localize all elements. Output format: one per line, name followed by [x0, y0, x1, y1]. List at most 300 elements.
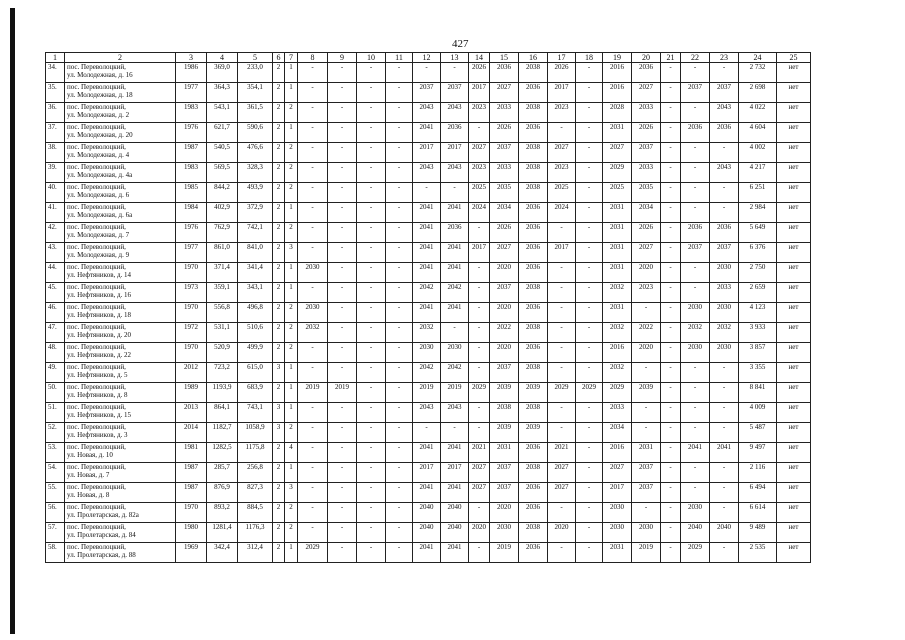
value-cell: 2038: [519, 163, 548, 183]
value-cell: -: [576, 263, 603, 283]
value-cell: 2: [285, 343, 298, 363]
value-cell: 2022: [490, 323, 519, 343]
address-cell: [65, 503, 176, 523]
value-cell: -: [469, 543, 490, 563]
value-cell: -: [357, 403, 386, 423]
value-cell: 2039: [519, 423, 548, 443]
row-number: 43.: [46, 243, 65, 263]
value-cell: 2037: [632, 483, 661, 503]
value-cell: 543,1: [207, 103, 238, 123]
value-cell: -: [386, 383, 413, 403]
value-cell: 1: [285, 543, 298, 563]
value-cell: 2: [285, 223, 298, 243]
address-street: ул. Молодежная, д. 16: [67, 71, 133, 79]
value-cell: 2026: [490, 123, 519, 143]
column-header: 11: [386, 53, 413, 63]
value-cell: 2027: [548, 143, 576, 163]
value-cell: 2041: [413, 223, 441, 243]
value-cell: -: [298, 363, 328, 383]
value-cell: 1980: [176, 523, 207, 543]
value-cell: -: [386, 323, 413, 343]
value-cell: 2: [285, 103, 298, 123]
value-cell: -: [576, 123, 603, 143]
value-cell: нет: [777, 463, 811, 483]
value-cell: -: [298, 103, 328, 123]
address-settlement: пос. Переволоцкий,: [67, 203, 126, 211]
table-header-row: [46, 53, 811, 63]
address-cell: [65, 423, 176, 443]
value-cell: 742,1: [238, 223, 273, 243]
value-cell: 2043: [413, 103, 441, 123]
value-cell: 2020: [490, 303, 519, 323]
address-settlement: пос. Переволоцкий,: [67, 183, 126, 191]
value-cell: 2027: [603, 143, 632, 163]
address-settlement: пос. Переволоцкий,: [67, 343, 126, 351]
value-cell: -: [298, 223, 328, 243]
value-cell: -: [441, 323, 469, 343]
row-number: 46.: [46, 303, 65, 323]
value-cell: 2: [273, 123, 285, 143]
value-cell: 2037: [710, 243, 739, 263]
value-cell: 2026: [632, 123, 661, 143]
value-cell: -: [681, 143, 710, 163]
row-number: 36.: [46, 103, 65, 123]
value-cell: -: [469, 223, 490, 243]
value-cell: -: [661, 383, 681, 403]
value-cell: -: [661, 83, 681, 103]
housing-table: [45, 52, 811, 563]
value-cell: -: [661, 103, 681, 123]
value-cell: -: [298, 463, 328, 483]
value-cell: -: [386, 403, 413, 423]
value-cell: -: [357, 203, 386, 223]
value-cell: 1: [285, 203, 298, 223]
value-cell: 2040: [710, 523, 739, 543]
row-number: 52.: [46, 423, 65, 443]
value-cell: -: [469, 403, 490, 423]
column-header: 21: [661, 53, 681, 63]
value-cell: -: [328, 523, 357, 543]
value-cell: 2024: [469, 203, 490, 223]
value-cell: -: [710, 203, 739, 223]
value-cell: -: [710, 543, 739, 563]
value-cell: 2029: [603, 383, 632, 403]
value-cell: -: [328, 483, 357, 503]
address-street: ул. Пролетарская, д. 84: [67, 531, 136, 539]
table-row: [46, 103, 811, 123]
value-cell: нет: [777, 403, 811, 423]
address-cell: [65, 103, 176, 123]
address-cell: [65, 283, 176, 303]
value-cell: 2023: [469, 103, 490, 123]
value-cell: -: [661, 483, 681, 503]
value-cell: 2041: [413, 263, 441, 283]
value-cell: -: [386, 103, 413, 123]
value-cell: 2019: [328, 383, 357, 403]
value-cell: 1: [285, 363, 298, 383]
value-cell: 2036: [519, 243, 548, 263]
value-cell: нет: [777, 483, 811, 503]
value-cell: 2032: [603, 323, 632, 343]
address-settlement: пос. Переволоцкий,: [67, 123, 126, 131]
column-header: 5: [238, 53, 273, 63]
value-cell: 2033: [632, 103, 661, 123]
value-cell: 2030: [710, 343, 739, 363]
value-cell: 2: [273, 463, 285, 483]
address-cell: [65, 363, 176, 383]
address-settlement: пос. Переволоцкий,: [67, 423, 126, 431]
table-row: [46, 503, 811, 523]
value-cell: 2026: [632, 223, 661, 243]
value-cell: нет: [777, 103, 811, 123]
value-cell: -: [328, 223, 357, 243]
value-cell: -: [298, 243, 328, 263]
value-cell: 2042: [441, 363, 469, 383]
value-cell: -: [469, 283, 490, 303]
value-cell: -: [328, 463, 357, 483]
address-street: ул. Нефтяников, д. 20: [67, 331, 132, 339]
value-cell: 2031: [603, 243, 632, 263]
table-row: [46, 203, 811, 223]
value-cell: 2042: [441, 283, 469, 303]
value-cell: 2037: [413, 83, 441, 103]
value-cell: -: [469, 423, 490, 443]
value-cell: 2027: [469, 463, 490, 483]
address-street: ул. Нефтяников, д. 18: [67, 311, 132, 319]
value-cell: 2039: [490, 383, 519, 403]
value-cell: -: [681, 483, 710, 503]
value-cell: -: [386, 303, 413, 323]
value-cell: 2030: [710, 263, 739, 283]
value-cell: -: [681, 463, 710, 483]
value-cell: -: [357, 143, 386, 163]
address-street: ул. Молодежная, д. 6: [67, 191, 130, 199]
value-cell: 2027: [548, 463, 576, 483]
value-cell: -: [386, 83, 413, 103]
value-cell: 2030: [441, 343, 469, 363]
value-cell: 3 355: [739, 363, 777, 383]
value-cell: -: [357, 423, 386, 443]
value-cell: 1983: [176, 163, 207, 183]
value-cell: -: [681, 103, 710, 123]
value-cell: 2027: [603, 463, 632, 483]
value-cell: 5 649: [739, 223, 777, 243]
row-number: 37.: [46, 123, 65, 143]
value-cell: 2043: [413, 163, 441, 183]
value-cell: -: [386, 483, 413, 503]
address-street: ул. Нефтяников, д. 16: [67, 291, 132, 299]
row-number: 50.: [46, 383, 65, 403]
value-cell: -: [548, 303, 576, 323]
value-cell: -: [661, 443, 681, 463]
value-cell: 2 984: [739, 203, 777, 223]
value-cell: 1970: [176, 343, 207, 363]
value-cell: 893,2: [207, 503, 238, 523]
value-cell: 2037: [681, 243, 710, 263]
address-street: ул. Новая, д. 8: [67, 491, 110, 499]
value-cell: 2027: [469, 143, 490, 163]
value-cell: -: [298, 83, 328, 103]
value-cell: -: [576, 343, 603, 363]
column-header: 16: [519, 53, 548, 63]
value-cell: 2041: [441, 263, 469, 283]
value-cell: 2030: [298, 263, 328, 283]
value-cell: 1: [285, 83, 298, 103]
value-cell: нет: [777, 143, 811, 163]
address-settlement: пос. Переволоцкий,: [67, 263, 126, 271]
column-header: 10: [357, 53, 386, 63]
value-cell: 2017: [413, 463, 441, 483]
value-cell: 8 841: [739, 383, 777, 403]
address-settlement: пос. Переволоцкий,: [67, 83, 126, 91]
value-cell: -: [661, 63, 681, 83]
value-cell: -: [576, 463, 603, 483]
value-cell: -: [710, 183, 739, 203]
value-cell: 2033: [603, 403, 632, 423]
value-cell: 590,6: [238, 123, 273, 143]
value-cell: 2027: [548, 483, 576, 503]
value-cell: 2: [273, 203, 285, 223]
value-cell: 2036: [519, 83, 548, 103]
row-number: 49.: [46, 363, 65, 383]
value-cell: -: [632, 503, 661, 523]
value-cell: 2021: [469, 443, 490, 463]
address-settlement: пос. Переволоцкий,: [67, 403, 126, 411]
value-cell: 2041: [441, 303, 469, 323]
value-cell: 2027: [632, 83, 661, 103]
value-cell: 827,3: [238, 483, 273, 503]
value-cell: 3: [273, 363, 285, 383]
value-cell: -: [328, 283, 357, 303]
value-cell: нет: [777, 223, 811, 243]
value-cell: нет: [777, 543, 811, 563]
column-header: 12: [413, 53, 441, 63]
table-row: [46, 63, 811, 83]
column-header: 2: [65, 53, 176, 63]
value-cell: 2: [273, 263, 285, 283]
value-cell: 499,9: [238, 343, 273, 363]
value-cell: 2038: [519, 183, 548, 203]
value-cell: 2016: [603, 63, 632, 83]
value-cell: 621,7: [207, 123, 238, 143]
value-cell: -: [576, 483, 603, 503]
value-cell: 2020: [632, 343, 661, 363]
value-cell: -: [576, 283, 603, 303]
row-number: 51.: [46, 403, 65, 423]
value-cell: -: [328, 183, 357, 203]
value-cell: 1981: [176, 443, 207, 463]
value-cell: 2017: [441, 463, 469, 483]
value-cell: -: [548, 323, 576, 343]
value-cell: 2031: [603, 303, 632, 323]
value-cell: -: [357, 323, 386, 343]
value-cell: -: [328, 83, 357, 103]
value-cell: 2013: [176, 403, 207, 423]
value-cell: -: [298, 283, 328, 303]
value-cell: нет: [777, 443, 811, 463]
value-cell: 2037: [490, 283, 519, 303]
value-cell: 2: [273, 543, 285, 563]
value-cell: нет: [777, 63, 811, 83]
value-cell: -: [386, 363, 413, 383]
value-cell: 2022: [632, 323, 661, 343]
value-cell: -: [661, 323, 681, 343]
column-header: 19: [603, 53, 632, 63]
address-street: ул. Молодежная, д. 4: [67, 151, 130, 159]
value-cell: -: [710, 383, 739, 403]
value-cell: 1282,5: [207, 443, 238, 463]
value-cell: -: [328, 503, 357, 523]
value-cell: -: [632, 363, 661, 383]
column-header: 25: [777, 53, 811, 63]
value-cell: 2: [273, 83, 285, 103]
value-cell: -: [386, 163, 413, 183]
value-cell: 2036: [519, 203, 548, 223]
address-cell: [65, 523, 176, 543]
value-cell: -: [386, 183, 413, 203]
value-cell: 2026: [548, 63, 576, 83]
value-cell: -: [681, 163, 710, 183]
address-cell: [65, 163, 176, 183]
value-cell: -: [681, 63, 710, 83]
address-street: ул. Пролетарская, д. 88: [67, 551, 136, 559]
value-cell: -: [548, 283, 576, 303]
value-cell: -: [681, 423, 710, 443]
value-cell: 2025: [548, 183, 576, 203]
value-cell: 2020: [490, 503, 519, 523]
value-cell: -: [661, 123, 681, 143]
value-cell: 2032: [681, 323, 710, 343]
address-cell: [65, 463, 176, 483]
address-street: ул. Молодежная, д. 9: [67, 251, 130, 259]
address-settlement: пос. Переволоцкий,: [67, 503, 126, 511]
value-cell: 2 698: [739, 83, 777, 103]
value-cell: нет: [777, 123, 811, 143]
value-cell: 615,0: [238, 363, 273, 383]
address-settlement: пос. Переволоцкий,: [67, 243, 126, 251]
page-left-border: [10, 8, 15, 634]
value-cell: 2040: [441, 523, 469, 543]
page-number: 427: [452, 38, 469, 50]
value-cell: 4 604: [739, 123, 777, 143]
value-cell: 2043: [413, 403, 441, 423]
value-cell: -: [681, 183, 710, 203]
table-row: [46, 483, 811, 503]
value-cell: 1193,9: [207, 383, 238, 403]
value-cell: -: [576, 543, 603, 563]
value-cell: -: [298, 423, 328, 443]
column-header: 14: [469, 53, 490, 63]
value-cell: -: [386, 443, 413, 463]
value-cell: 2034: [632, 203, 661, 223]
value-cell: 2040: [441, 503, 469, 523]
value-cell: -: [632, 423, 661, 443]
row-number: 58.: [46, 543, 65, 563]
address-cell: [65, 443, 176, 463]
value-cell: -: [298, 523, 328, 543]
value-cell: 364,3: [207, 83, 238, 103]
value-cell: 2041: [413, 243, 441, 263]
value-cell: -: [386, 143, 413, 163]
value-cell: нет: [777, 423, 811, 443]
value-cell: 328,3: [238, 163, 273, 183]
value-cell: 2037: [490, 363, 519, 383]
value-cell: нет: [777, 323, 811, 343]
value-cell: 2028: [603, 103, 632, 123]
value-cell: 1: [285, 63, 298, 83]
value-cell: 2026: [490, 223, 519, 243]
value-cell: 2041: [441, 543, 469, 563]
value-cell: 861,0: [207, 243, 238, 263]
value-cell: 1175,8: [238, 443, 273, 463]
value-cell: 3: [273, 403, 285, 423]
value-cell: 2023: [632, 283, 661, 303]
value-cell: -: [328, 543, 357, 563]
value-cell: 2 659: [739, 283, 777, 303]
column-header: 23: [710, 53, 739, 63]
value-cell: -: [469, 123, 490, 143]
address-cell: [65, 243, 176, 263]
value-cell: -: [298, 403, 328, 423]
value-cell: -: [413, 183, 441, 203]
value-cell: 256,8: [238, 463, 273, 483]
value-cell: -: [469, 503, 490, 523]
value-cell: 2038: [519, 463, 548, 483]
value-cell: -: [386, 463, 413, 483]
value-cell: -: [357, 83, 386, 103]
value-cell: -: [576, 83, 603, 103]
value-cell: 2025: [469, 183, 490, 203]
value-cell: -: [576, 183, 603, 203]
address-settlement: пос. Переволоцкий,: [67, 523, 126, 531]
address-street: ул. Молодежная, д. 6а: [67, 211, 133, 219]
value-cell: 1: [285, 123, 298, 143]
address-street: ул. Нефтяников, д. 5: [67, 371, 128, 379]
value-cell: -: [328, 443, 357, 463]
table-row: [46, 83, 811, 103]
value-cell: 2041: [413, 123, 441, 143]
value-cell: 2027: [469, 483, 490, 503]
value-cell: -: [548, 503, 576, 523]
value-cell: 2: [273, 163, 285, 183]
value-cell: 2: [273, 343, 285, 363]
address-street: ул. Молодежная, д. 18: [67, 91, 133, 99]
value-cell: -: [298, 503, 328, 523]
value-cell: 2031: [603, 203, 632, 223]
value-cell: 2029: [469, 383, 490, 403]
value-cell: -: [298, 123, 328, 143]
value-cell: нет: [777, 183, 811, 203]
value-cell: -: [576, 103, 603, 123]
value-cell: 2029: [681, 543, 710, 563]
value-cell: 2037: [632, 143, 661, 163]
row-number: 34.: [46, 63, 65, 83]
value-cell: 2041: [441, 243, 469, 263]
value-cell: 3: [273, 423, 285, 443]
column-header: 17: [548, 53, 576, 63]
value-cell: -: [632, 403, 661, 423]
value-cell: нет: [777, 363, 811, 383]
value-cell: 4: [285, 443, 298, 463]
value-cell: 2037: [710, 83, 739, 103]
value-cell: 743,1: [238, 403, 273, 423]
value-cell: -: [328, 203, 357, 223]
value-cell: 1986: [176, 63, 207, 83]
value-cell: 2017: [413, 143, 441, 163]
value-cell: 2036: [519, 263, 548, 283]
value-cell: 2017: [469, 83, 490, 103]
value-cell: -: [328, 303, 357, 323]
